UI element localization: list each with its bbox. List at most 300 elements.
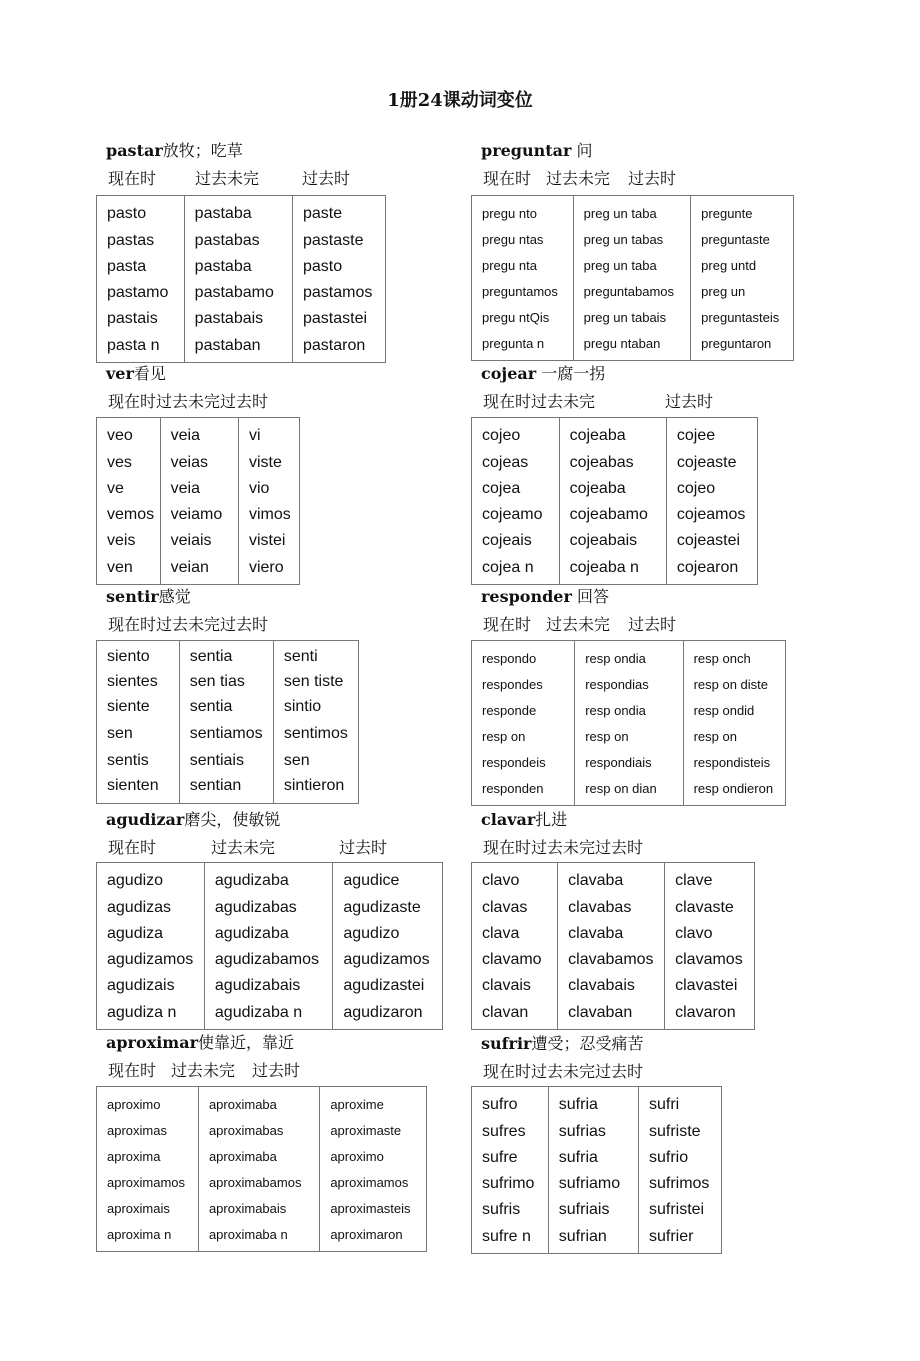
conjugated-form: pastaban [194,337,261,354]
conjugated-form: sentia [189,698,233,715]
conjugated-form: respondias [585,677,649,692]
conjugated-form: aproximasteis [330,1201,411,1216]
verb-infinitive: responder [481,587,572,606]
tense-present: 现在时 [483,392,532,411]
conjugated-form: sufri [648,1096,680,1113]
tense-headers [481,391,713,413]
tense-present: 现在时 [108,392,157,411]
tense-column [333,863,443,1030]
conjugated-form: veo [107,427,133,444]
conjugated-form: pastabamo [194,284,274,301]
conjugated-form: senti [283,648,318,665]
conjugated-form: preg un [701,284,746,299]
tense-column [179,641,273,804]
tense-column [472,196,574,361]
conjugated-form: preguntasteis [701,310,780,325]
conjugated-form: respondeis [482,755,546,770]
conjugated-form: pregu ntas [482,232,544,247]
tense-column [293,196,386,363]
conjugated-form: pastaba [194,205,252,222]
conjugated-form: agudizaba n [214,1004,303,1021]
conjugated-form: aproxime [330,1097,384,1112]
verb-heading [481,586,676,608]
tense-column [472,641,575,806]
tense-headers [481,837,643,859]
conjugated-form: pastamo [107,284,169,301]
conjugated-form: sufrias [558,1123,606,1140]
conjugated-form: clavo [675,925,713,942]
verb-block [106,586,268,636]
conjugated-form: agudizabamos [214,951,319,968]
tense-column [97,196,185,363]
conjugated-form: clavaste [675,899,734,916]
conjugated-form: pastastei [303,310,368,327]
verb-block [481,1033,643,1083]
conjugated-form: veias [170,454,208,471]
verb-meaning: 扎进 [535,810,568,829]
conjugated-form: clavo [482,872,520,889]
conjugated-form: pastaron [303,337,366,354]
conjugated-form: aproximabas [208,1123,284,1138]
verb-heading [106,809,387,831]
conjugated-form: clavaba [568,872,624,889]
verb-infinitive: cojear [481,364,537,383]
conjugated-form: sufro [482,1096,518,1113]
conjugated-form: pregunta n [482,336,545,351]
conjugated-form: clavais [482,977,531,994]
tense-imperfect: 过去未完 [156,392,221,411]
conjugated-form: cojeabas [569,454,634,471]
tense-column [198,1087,319,1252]
conjugated-form: vistei [248,532,286,549]
tense-headers [481,614,676,636]
conjugated-form: ve [107,480,124,497]
conjugated-form: pregunte [701,206,753,221]
conjugated-form: cojeaba [569,480,626,497]
conjugated-form: veia [170,427,200,444]
conjugated-form: clavabais [568,977,635,994]
conjugated-form: cojeaba [569,427,626,444]
conjugated-form: aproximas [107,1123,167,1138]
tense-present: 现在时 [483,838,532,857]
conjugated-form: agudizamos [107,951,194,968]
tense-imperfect: 过去未完 [531,1062,596,1081]
conjugated-form: vi [248,427,261,444]
conjugated-form: sen tiste [283,673,344,690]
conjugated-form: preguntaron [701,336,772,351]
conjugated-form: sufres [482,1123,526,1140]
conjugated-form: cojeaste [676,454,737,471]
tense-column [97,863,205,1030]
conjugated-form: respondo [482,651,537,666]
conjugated-form: resp ondia [585,651,646,666]
tense-headers [106,837,387,859]
conjugated-form: resp on diste [693,677,769,692]
conjugated-form: pastabais [194,310,264,327]
conjugated-form: aproximo [107,1097,161,1112]
verb-meaning: 回答 [577,587,610,606]
conjugated-form: sentian [189,777,242,794]
conjugation-table [96,417,300,585]
tense-column [548,1087,638,1254]
conjugated-form: resp on [693,729,737,744]
conjugated-form: aproximais [107,1201,170,1216]
conjugation-table [471,417,758,585]
tense-preterite: 过去时 [628,615,677,634]
conjugated-form: aproximo [330,1149,384,1164]
conjugated-form: siento [107,648,150,665]
conjugated-form: sufrian [558,1228,607,1245]
conjugated-form: clavaban [568,1004,633,1021]
conjugated-form: clavaba [568,925,624,942]
conjugated-form: paste [303,205,343,222]
conjugated-form: aproxima n [107,1227,172,1242]
tense-column [472,863,558,1030]
tense-present: 现在时 [483,615,532,634]
conjugated-form: sufre [482,1149,518,1166]
conjugated-form: cojeamos [676,506,746,523]
conjugated-form: clavamo [482,951,542,968]
conjugated-form: ves [107,454,132,471]
conjugated-form: clavabas [568,899,632,916]
tense-preterite: 过去时 [220,392,269,411]
conjugated-form: sufre n [482,1228,531,1245]
tense-column [320,1087,427,1252]
conjugation-table [96,1086,427,1252]
conjugated-form: agudizas [107,899,172,916]
conjugated-form: agudizastei [343,977,425,994]
tense-headers [106,391,268,413]
conjugated-form: cojeamo [482,506,543,523]
conjugated-form: agudizais [107,977,175,994]
tense-preterite: 过去时 [665,392,714,411]
verb-block [106,809,387,859]
conjugated-form: preg un taba [583,258,657,273]
verb-block [481,363,713,413]
tense-imperfect: 过去未完 [531,838,596,857]
tense-column [97,418,161,585]
conjugated-form: aproximaron [330,1227,403,1242]
conjugated-form: sentis [107,752,149,769]
verb-block [106,140,350,190]
conjugated-form: viste [248,454,282,471]
verb-meaning: 一腐一拐 [541,364,606,383]
conjugated-form: resp ondid [693,703,755,718]
tense-column [575,641,683,806]
conjugated-form: sintieron [283,777,345,794]
conjugated-form: responde [482,703,537,718]
conjugated-form: pasta n [107,337,160,354]
conjugated-form: veiamo [170,506,223,523]
conjugated-form: pastabas [194,232,260,249]
conjugated-form: veis [107,532,136,549]
conjugated-form: sintio [283,698,322,715]
verb-meaning: 看见 [133,364,166,383]
conjugated-form: vimos [248,506,291,523]
tense-column [97,641,180,804]
tense-column [472,1087,549,1254]
tense-present: 现在时 [108,615,157,634]
conjugated-form: aproximaba [208,1149,277,1164]
conjugated-form: sufriais [558,1201,610,1218]
conjugated-form: aproximamos [107,1175,186,1190]
tense-preterite: 过去时 [628,169,677,188]
tense-headers [106,614,268,636]
conjugated-form: preguntamos [482,284,558,299]
conjugated-form: cojea n [482,559,534,576]
conjugated-form: pastas [107,232,155,249]
conjugated-form: sufrier [648,1228,694,1245]
verb-infinitive: agudizar [106,810,185,829]
verb-heading [481,140,676,162]
verb-infinitive: sufrir [481,1034,532,1053]
tense-preterite: 过去时 [302,169,351,188]
verb-block [481,809,643,859]
page-title: 1册24课动词变位 [387,90,533,111]
conjugation-table [471,1086,722,1254]
conjugated-form: pasto [107,205,147,222]
conjugated-form: sufrio [648,1149,689,1166]
tense-imperfect: 过去未完 [211,838,276,857]
tense-present: 现在时 [108,838,157,857]
conjugated-form: aproximabamos [208,1175,302,1190]
conjugated-form: cojeais [482,532,532,549]
verb-meaning: 使靠近，靠近 [198,1033,295,1052]
conjugated-form: pastaba [194,258,252,275]
conjugated-form: agudizaste [343,899,421,916]
conjugated-form: clavamos [675,951,743,968]
conjugation-table [471,195,794,361]
tense-column [472,418,560,585]
tense-column [573,196,691,361]
verb-heading [481,809,643,831]
tense-preterite: 过去时 [595,838,644,857]
tense-column [204,863,332,1030]
tense-imperfect: 过去未完 [156,615,221,634]
conjugated-form: clave [675,872,713,889]
conjugated-form: cojeabais [569,532,638,549]
conjugated-form: resp on dian [585,781,657,796]
verb-infinitive: sentir [106,587,159,606]
tense-column [638,1087,721,1254]
conjugated-form: sufriste [648,1123,701,1140]
conjugated-form: respondiais [585,755,652,770]
conjugated-form: sen [283,752,310,769]
conjugated-form: sufria [558,1149,598,1166]
conjugated-form: preg untd [701,258,757,273]
conjugated-form: viero [248,559,284,576]
verb-block [106,1032,300,1082]
conjugated-form: preg un tabas [583,232,664,247]
tense-imperfect: 过去未完 [546,615,611,634]
conjugated-form: clavastei [675,977,738,994]
conjugated-form: agudiza n [107,1004,177,1021]
verb-infinitive: ver [106,364,134,383]
conjugated-form: agudizamos [343,951,430,968]
tense-preterite: 过去时 [252,1061,301,1080]
conjugated-form: cojea [482,480,521,497]
conjugated-form: pasto [303,258,343,275]
conjugated-form: sientes [107,673,158,690]
conjugated-form: clavan [482,1004,529,1021]
conjugated-form: pregu nta [482,258,537,273]
conjugated-form: sufriamo [558,1175,621,1192]
conjugated-form: sentiais [189,752,244,769]
conjugated-form: agudizaron [343,1004,423,1021]
tense-column [238,418,299,585]
tense-imperfect: 过去未完 [171,1061,236,1080]
tense-present: 现在时 [483,1062,532,1081]
conjugated-form: clavaron [675,1004,736,1021]
conjugated-form: resp ondieron [693,781,774,796]
conjugated-form: sufris [482,1201,521,1218]
tense-column [559,418,666,585]
conjugated-form: resp on [585,729,629,744]
conjugated-form: agudice [343,872,400,889]
conjugated-form: pregu ntQis [482,310,550,325]
tense-column [160,418,238,585]
conjugated-form: pastais [107,310,158,327]
conjugated-form: pregu ntaban [583,336,661,351]
tense-column [666,418,757,585]
conjugated-form: sen [107,725,133,742]
conjugated-form: cojearon [676,559,739,576]
tense-column [273,641,358,804]
conjugated-form: respondisteis [693,755,771,770]
tense-imperfect: 过去未完 [195,169,260,188]
conjugated-form: cojee [676,427,716,444]
conjugated-form: sufristei [648,1201,705,1218]
conjugated-form: cojeo [482,427,521,444]
tense-column [665,863,755,1030]
tense-preterite: 过去时 [220,615,269,634]
verb-infinitive: pastar [106,141,163,160]
conjugated-form: agudizo [107,872,164,889]
tense-headers [481,168,676,190]
conjugated-form: cojeo [676,480,716,497]
conjugated-form: ven [107,559,133,576]
conjugated-form: preg un taba [583,206,657,221]
conjugated-form: sufrimos [648,1175,710,1192]
conjugated-form: agudizabais [214,977,301,994]
conjugated-form: agudizabas [214,899,297,916]
conjugated-form: veia [170,480,200,497]
conjugated-form: resp ondia [585,703,646,718]
conjugated-form: responden [482,781,544,796]
conjugated-form: sen tias [189,673,245,690]
conjugation-table [471,862,755,1030]
conjugated-form: sentimos [283,725,348,742]
conjugated-form: cojeas [482,454,529,471]
tense-column [558,863,665,1030]
conjugated-form: pastaste [303,232,364,249]
conjugation-table [96,195,386,363]
verb-meaning: 遭受；忍受痛苦 [531,1034,644,1053]
tense-preterite: 过去时 [339,838,388,857]
verb-heading [106,586,268,608]
conjugated-form: resp onch [693,651,751,666]
verb-block [481,140,676,190]
conjugated-form: cojeabamo [569,506,648,523]
tense-present: 现在时 [483,169,532,188]
conjugated-form: clavas [482,899,528,916]
conjugated-form: veian [170,559,209,576]
verb-meaning: 问 [576,141,593,160]
conjugated-form: pregu nto [482,206,537,221]
tense-present: 现在时 [108,1061,157,1080]
conjugated-form: cojeastei [676,532,741,549]
tense-column [683,641,785,806]
tense-column [184,196,292,363]
conjugated-form: sentia [189,648,233,665]
conjugated-form: sufria [558,1096,598,1113]
verb-meaning: 放牧；吃草 [162,141,243,160]
verb-heading [481,1033,643,1055]
conjugated-form: aproximaba n [208,1227,288,1242]
conjugated-form: vemos [107,506,155,523]
conjugated-form: preguntabamos [583,284,675,299]
tense-column [97,1087,199,1252]
verb-meaning: 感觉 [158,587,191,606]
tense-column [691,196,794,361]
conjugated-form: vio [248,480,270,497]
verb-block [106,363,268,413]
conjugated-form: respondes [482,677,543,692]
conjugated-form: sienten [107,777,159,794]
conjugated-form: sufrimo [482,1175,535,1192]
conjugation-table [471,640,786,806]
conjugated-form: aproximamos [330,1175,409,1190]
verb-infinitive: clavar [481,810,536,829]
conjugated-form: aproxima [107,1149,161,1164]
verb-infinitive: aproximar [106,1033,198,1052]
conjugated-form: preg un tabais [583,310,667,325]
conjugated-form: agudiza [107,925,164,942]
verb-meaning: 磨尖，使敏锐 [184,810,281,829]
conjugated-form: preguntaste [701,232,770,247]
conjugated-form: cojeaba n [569,559,639,576]
tense-imperfect: 过去未完 [531,392,596,411]
tense-preterite: 过去时 [595,1062,644,1081]
conjugated-form: pastamos [303,284,373,301]
conjugated-form: resp on [482,729,526,744]
verb-heading [106,140,350,162]
tense-headers [106,1060,300,1082]
conjugated-form: aproximaba [208,1097,277,1112]
conjugated-form: sentiamos [189,725,263,742]
conjugation-table [96,862,443,1030]
conjugation-table [96,640,359,804]
tense-present: 现在时 [108,169,157,188]
verb-heading [481,363,713,385]
conjugated-form: pasta [107,258,147,275]
tense-headers [481,1061,643,1083]
verb-heading [106,1032,300,1054]
conjugated-form: agudizo [343,925,400,942]
conjugated-form: aproximaste [330,1123,402,1138]
verb-block [481,586,676,636]
conjugated-form: aproximabais [208,1201,287,1216]
verb-infinitive: preguntar [481,141,572,160]
conjugated-form: clavabamos [568,951,654,968]
tense-headers [106,168,350,190]
tense-imperfect: 过去未完 [546,169,611,188]
conjugated-form: agudizaba [214,872,289,889]
verb-heading [106,363,268,385]
conjugated-form: clava [482,925,520,942]
conjugated-form: agudizaba [214,925,289,942]
conjugated-form: siente [107,698,150,715]
